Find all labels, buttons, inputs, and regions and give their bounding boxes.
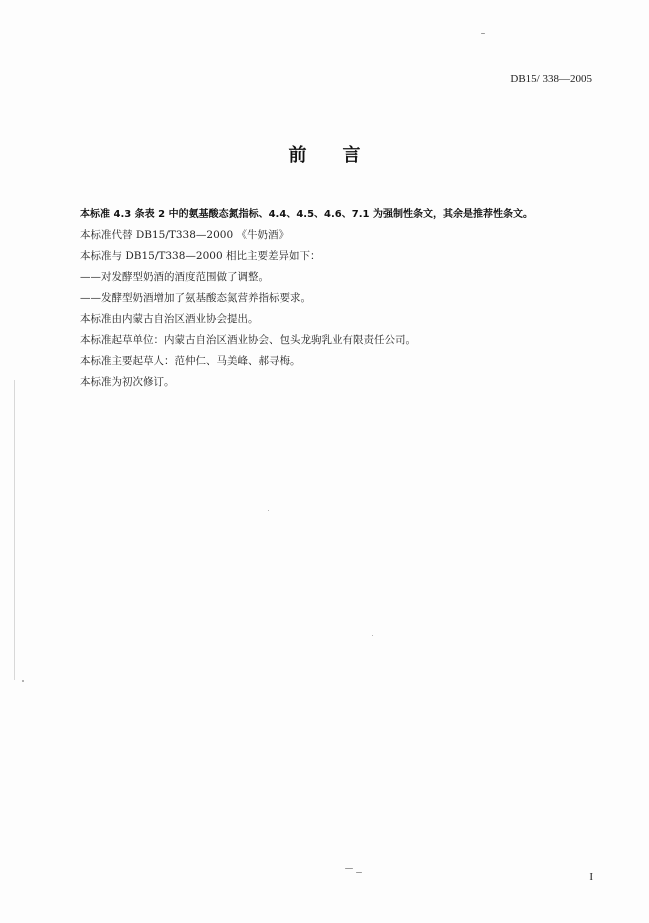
body-line: 本标准起草单位：内蒙古自治区酒业协会、包头龙驹乳业有限责任公司。 [80, 334, 416, 346]
body-line: ——对发酵型奶酒的酒度范围做了调整。 [80, 271, 269, 283]
body-line: ——发酵型奶酒增加了氨基酸态氮营养指标要求。 [80, 292, 311, 304]
document-number: DB15/ 338—2005 [510, 73, 592, 85]
scan-speck [345, 868, 353, 869]
scan-speck [481, 33, 485, 34]
page-number: I [589, 871, 593, 883]
body-line: 本标准由内蒙古自治区酒业协会提出。 [80, 313, 259, 325]
body-line: 本标准为初次修订。 [80, 376, 175, 388]
foreword-body [80, 204, 595, 393]
body-line: 本标准代替 DB15/T338—2000 《牛奶酒》 [80, 229, 289, 241]
scan-speck [372, 635, 373, 636]
scan-speck [356, 872, 362, 873]
body-line: 本标准主要起草人：范仲仁、马美峰、郝寻梅。 [80, 355, 301, 367]
page-title: 前言 [288, 145, 397, 166]
scan-edge-mark [14, 380, 15, 680]
scan-speck [22, 680, 24, 682]
scan-speck [268, 510, 269, 511]
body-line: 本标准与 DB15/T338—2000 相比主要差异如下： [80, 250, 321, 262]
body-line: 本标准 4.3 条表 2 中的氨基酸态氮指标、4.4、4.5、4.6、7.1 为强制性条文，其余是推荐性条文。 [80, 209, 533, 220]
